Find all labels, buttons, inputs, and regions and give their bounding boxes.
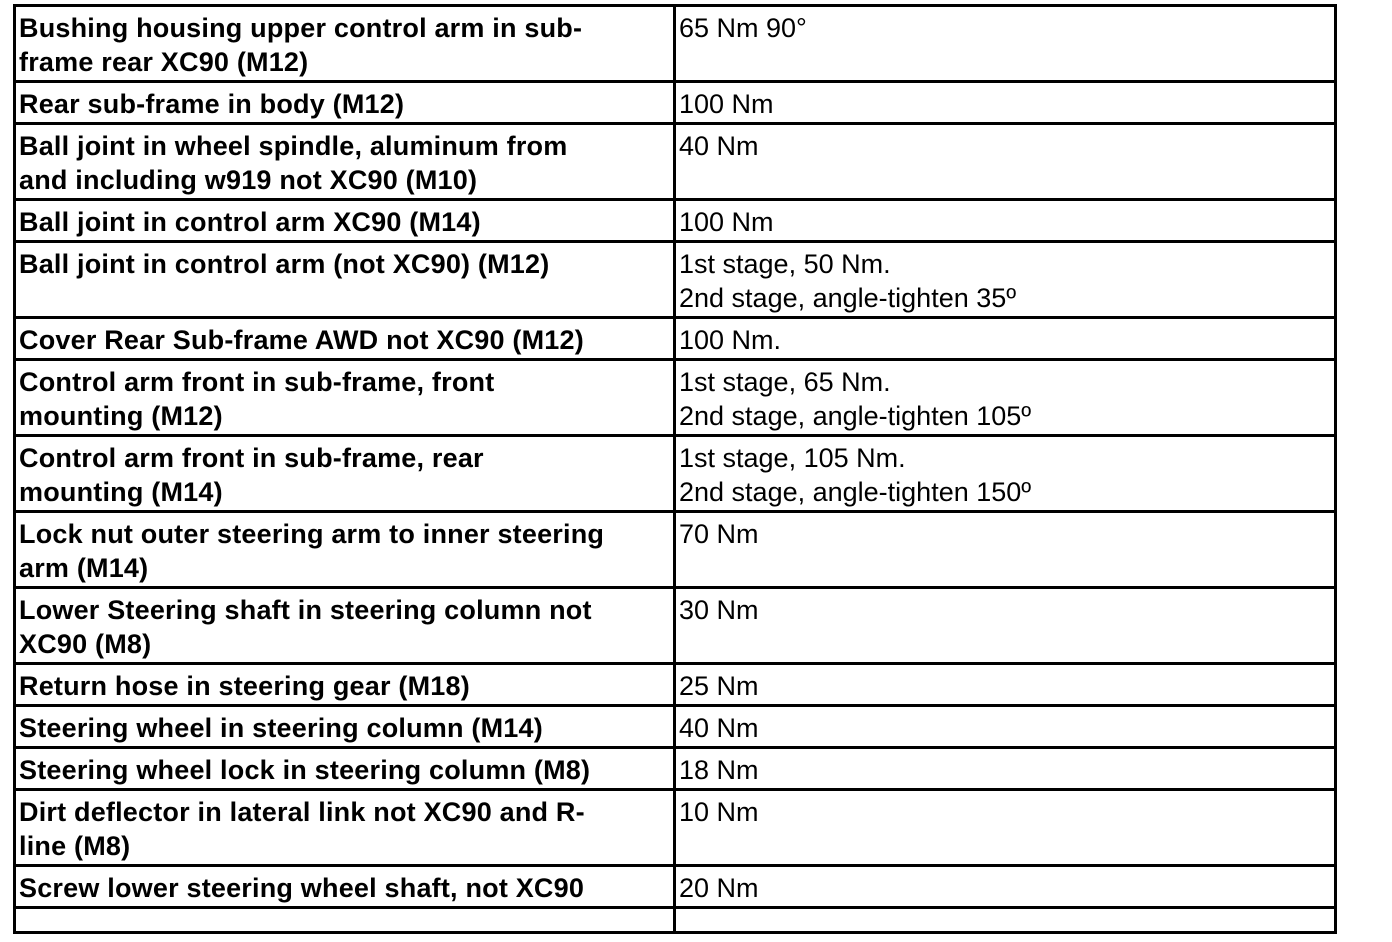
torque-value-cell xyxy=(675,318,1336,360)
component-text: Screw lower steering wheel shaft, not XC90 xyxy=(19,873,585,903)
component-text: mounting (M14) xyxy=(19,477,223,507)
component-text: and including w919 not XC90 (M10) xyxy=(19,165,478,195)
component-text: Rear sub-frame in body (M12) xyxy=(19,89,405,119)
table-row xyxy=(15,436,1336,512)
component-text: mounting (M12) xyxy=(19,401,223,431)
torque-value-text: 1st stage, 105 Nm. xyxy=(679,443,906,473)
torque-value-cell xyxy=(675,200,1336,242)
empty-cell xyxy=(675,908,1336,933)
torque-value-text: 18 Nm xyxy=(679,755,759,785)
component-text: Dirt deflector in lateral link not XC90 and R- xyxy=(19,797,585,827)
component-cell xyxy=(15,360,675,436)
component-text: Steering wheel lock in steering column (M8) xyxy=(19,755,591,785)
torque-value-cell xyxy=(675,748,1336,790)
torque-value-text: 2nd stage, angle-tighten 150º xyxy=(679,477,1032,507)
component-text: XC90 (M8) xyxy=(19,629,152,659)
torque-value-text: 70 Nm xyxy=(679,519,759,549)
table-row xyxy=(15,124,1336,200)
torque-value-cell xyxy=(675,82,1336,124)
torque-value-text: 65 Nm 90° xyxy=(679,13,807,43)
component-text: Ball joint in wheel spindle, aluminum from xyxy=(19,131,568,161)
torque-value-cell xyxy=(675,664,1336,706)
torque-value-text: 30 Nm xyxy=(679,595,759,625)
component-text: arm (M14) xyxy=(19,553,149,583)
component-cell xyxy=(15,790,675,866)
torque-value-text: 1st stage, 50 Nm. xyxy=(679,249,891,279)
table-row xyxy=(15,242,1336,318)
component-text: Lower Steering shaft in steering column not xyxy=(19,595,592,625)
torque-table xyxy=(13,4,1337,934)
torque-value-text: 2nd stage, angle-tighten 35º xyxy=(679,283,1017,313)
torque-value-cell xyxy=(675,706,1336,748)
torque-value-cell xyxy=(675,360,1336,436)
torque-value-text: 40 Nm xyxy=(679,713,759,743)
torque-spec-sheet xyxy=(13,4,1334,934)
component-cell xyxy=(15,866,675,908)
torque-value-text: 2nd stage, angle-tighten 105º xyxy=(679,401,1032,431)
table-row xyxy=(15,748,1336,790)
component-text: Cover Rear Sub-frame AWD not XC90 (M12) xyxy=(19,325,584,355)
component-cell xyxy=(15,124,675,200)
torque-value-text: 100 Nm. xyxy=(679,325,782,355)
table-row xyxy=(15,360,1336,436)
component-text: Lock nut outer steering arm to inner steering xyxy=(19,519,605,549)
torque-value-text: 1st stage, 65 Nm. xyxy=(679,367,891,397)
table-row xyxy=(15,318,1336,360)
torque-value-text: 100 Nm xyxy=(679,89,774,119)
torque-value-cell xyxy=(675,436,1336,512)
component-cell xyxy=(15,200,675,242)
component-text: Bushing housing upper control arm in sub- xyxy=(19,13,583,43)
component-text: Ball joint in control arm XC90 (M14) xyxy=(19,207,481,237)
component-cell xyxy=(15,318,675,360)
component-cell xyxy=(15,242,675,318)
component-cell xyxy=(15,588,675,664)
torque-value-cell xyxy=(675,866,1336,908)
component-cell xyxy=(15,436,675,512)
component-text: Control arm front in sub-frame, front xyxy=(19,367,495,397)
component-cell xyxy=(15,82,675,124)
torque-value-cell xyxy=(675,6,1336,82)
torque-value-text: 40 Nm xyxy=(679,131,759,161)
torque-value-cell xyxy=(675,588,1336,664)
component-cell xyxy=(15,748,675,790)
component-cell xyxy=(15,512,675,588)
component-text: frame rear XC90 (M12) xyxy=(19,47,309,77)
torque-value-cell xyxy=(675,512,1336,588)
torque-value-text: 10 Nm xyxy=(679,797,759,827)
table-row xyxy=(15,664,1336,706)
table-row xyxy=(15,6,1336,82)
component-cell xyxy=(15,706,675,748)
table-row xyxy=(15,866,1336,908)
torque-value-text: 20 Nm xyxy=(679,873,759,903)
component-text: Ball joint in control arm (not XC90) (M12) xyxy=(19,249,550,279)
torque-value-text: 25 Nm xyxy=(679,671,759,701)
torque-value-text: 100 Nm xyxy=(679,207,774,237)
component-text: Control arm front in sub-frame, rear xyxy=(19,443,484,473)
table-row xyxy=(15,790,1336,866)
table-row xyxy=(15,82,1336,124)
component-text: Return hose in steering gear (M18) xyxy=(19,671,470,701)
torque-value-cell xyxy=(675,790,1336,866)
torque-value-cell xyxy=(675,124,1336,200)
table-row xyxy=(15,512,1336,588)
torque-table-body xyxy=(15,6,1336,933)
table-row xyxy=(15,706,1336,748)
component-cell xyxy=(15,6,675,82)
table-row xyxy=(15,588,1336,664)
component-cell xyxy=(15,664,675,706)
component-text: Steering wheel in steering column (M14) xyxy=(19,713,543,743)
component-text: line (M8) xyxy=(19,831,131,861)
empty-cell xyxy=(15,908,675,933)
torque-value-cell xyxy=(675,242,1336,318)
table-row xyxy=(15,200,1336,242)
empty-row xyxy=(15,908,1336,933)
